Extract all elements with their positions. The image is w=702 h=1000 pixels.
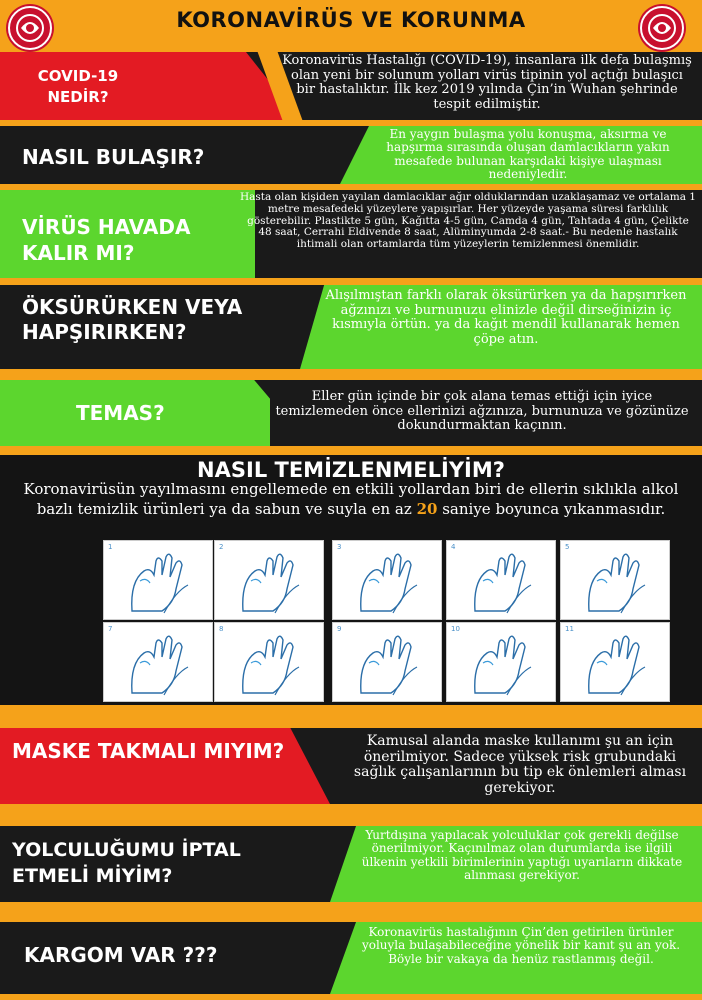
- question-contact: TEMAS?: [76, 401, 165, 425]
- answer-cargo: Koronavirüs hastalığının Çin’den getirilen ürünler yoluyla bulaşabileceğine yönelik bir kanıt şu an yok. Böyle bir vakaya da henüz rastlanmış değil.: [361, 925, 681, 966]
- washing-step-5: [560, 540, 670, 620]
- question-mask: MASKE TAKMALI MIYIM?: [12, 739, 285, 763]
- washing-step-9: [446, 622, 556, 702]
- section-contact: [0, 380, 702, 446]
- answer-cough: Alışılmıştan farklı olarak öksürürken ya da hapşırırken ağzınızı ve burnunuzu elinizle değil dirseğinizin iç kısmıyla örtün. ya da kağıt mendil kullanarak hemen çöpe atın.: [325, 288, 687, 347]
- hands-icon: [104, 623, 212, 701]
- question-airborne: VİRÜS HAVADA KALIR MI?: [22, 215, 191, 265]
- hands-icon: [215, 541, 323, 619]
- washing-step-number: 11: [565, 625, 574, 633]
- washing-step-10: [560, 622, 670, 702]
- washing-title: NASIL TEMİZLENMELİYİM?: [197, 458, 505, 482]
- answer-airborne: Hasta olan kişiden yayılan damlacıklar ağır olduklarından uzaklaşamaz ve ortalama 1 metre mesafedeki yüzeylere yapışırlar. Her yüzeyde yaşama süresi farklılık gösterebilir. Plastikte 5 gün, Kağıtta 4-5 gün, Camda 4 gün, Tahtada 4 gün, Çelikte 48 saat, Cerrahi Eldivende 8 saat, Alüminyumda 2-8 saat.- Bu nedenle hastalık ihtimali olan ortamlarda tüm yüzeylerin temizlenmesi önemlidir.: [240, 191, 696, 250]
- answer-contact: Eller gün içinde bir çok alana temas ettiği için iyice temizlemeden önce ellerinizi ağzınıza, burnunuza ve gözünüze dokundurmaktan kaçının.: [275, 389, 689, 434]
- section-covid: [0, 52, 702, 120]
- washing-step-number: 2: [219, 543, 224, 551]
- page-title: KORONAVİRÜS VE KORUNMA: [176, 8, 526, 32]
- washing-step-6: [103, 622, 213, 702]
- answer-mask: Kamusal alanda maske kullanımı şu an için önerilmiyor. Sadece yüksek risk grubundaki sağlık çalışanlarının bu tip ek önlemleri alması gerekiyor.: [353, 733, 687, 797]
- washing-step-number: 10: [451, 625, 460, 633]
- hands-icon: [104, 541, 212, 619]
- washing-seconds: 20: [416, 499, 438, 518]
- section-travel: [0, 826, 702, 902]
- washing-step-number: 3: [337, 543, 342, 551]
- hands-icon: [333, 623, 441, 701]
- washing-step-number: 8: [219, 625, 224, 633]
- section-transmission: [0, 126, 702, 184]
- washing-step-number: 5: [565, 543, 570, 551]
- washing-step-4: [446, 540, 556, 620]
- washing-step-number: 1: [108, 543, 113, 551]
- washing-step-8: [332, 622, 442, 702]
- question-covid: COVID-19 NEDİR?: [37, 67, 119, 106]
- hands-icon: [447, 623, 555, 701]
- hands-icon: [215, 623, 323, 701]
- washing-step-number: 4: [451, 543, 456, 551]
- answer-covid: Koronavirüs Hastalığı (COVID-19), insanlara ilk defa bulaşmış olan yeni bir solunum yolları virüs tipinin yol açtığı bulaşıcı bir hastalıktır. İlk kez 2019 yılında Çin’in Wuhan şehrinde tespit edilmiştir.: [282, 53, 692, 112]
- section-cough: [0, 285, 702, 369]
- washing-step-number: 9: [337, 625, 342, 633]
- washing-step-2: [214, 540, 324, 620]
- washing-step-1: [103, 540, 213, 620]
- washing-step-number: 7: [108, 625, 113, 633]
- section-mask: [0, 728, 702, 804]
- hands-icon: [447, 541, 555, 619]
- answer-transmission: En yaygın bulaşma yolu konuşma, aksırma ve hapşırma sırasında oluşan damlacıkların yakın mesafede bulunan karşıdaki kişiye ulaşması nedeniyledir.: [386, 127, 670, 182]
- question-cough: ÖKSÜRÜRKEN VEYA HAPŞIRIRKEN?: [22, 295, 243, 344]
- section-airborne: [0, 190, 702, 278]
- washing-text: [14, 480, 688, 519]
- question-transmission: NASIL BULAŞIR?: [22, 145, 205, 169]
- hands-icon: [561, 623, 669, 701]
- question-travel: YOLCULUĞUMU İPTAL ETMELİ MİYİM?: [12, 839, 241, 887]
- section-cargo: [0, 922, 702, 994]
- washing-text-before: Koronavirüsün yayılmasını engellemede en etkili yollardan biri de ellerin sıklıkla alkol bazlı temizlik ürünleri ya da sabun ve suyla en az: [23, 480, 679, 518]
- washing-step-7: [214, 622, 324, 702]
- question-cargo: KARGOM VAR ???: [24, 943, 218, 967]
- washing-text-after: saniye boyunca yıkanmasıdır.: [442, 499, 666, 518]
- washing-step-3: [332, 540, 442, 620]
- hands-icon: [333, 541, 441, 619]
- hands-icon: [561, 541, 669, 619]
- answer-travel: Yurtdışına yapılacak yolculuklar çok gerekli değilse önerilmiyor. Kaçınılmaz olan durumlarda ise ilgili ülkenin yetkili birimlerinin yaptığı uyarıların dikkate alınması gerekiyor.: [361, 828, 683, 883]
